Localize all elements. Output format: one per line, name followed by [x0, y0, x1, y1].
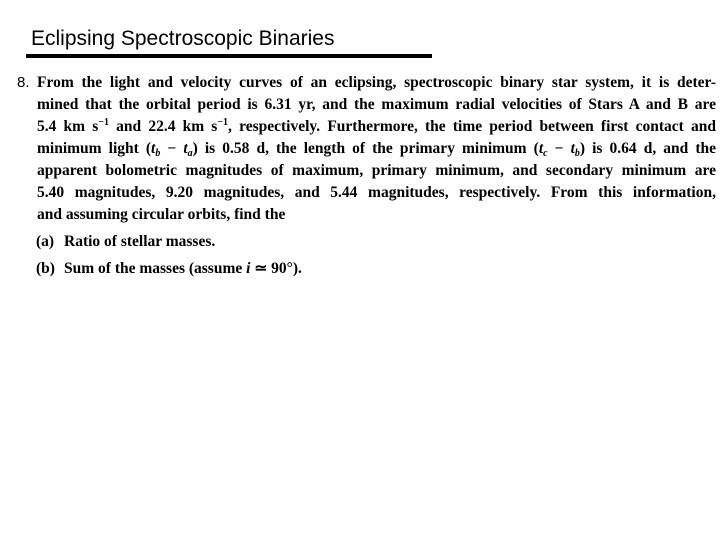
math-t-c: t — [538, 140, 544, 157]
math-t-b-2: t — [570, 140, 575, 157]
sub-b: b — [155, 148, 161, 159]
line-3-part-a: 5.4 km s — [37, 118, 99, 135]
part-b-var-i: i — [246, 260, 251, 277]
problem-line-3 — [37, 117, 716, 137]
part-b-letter: (b) — [36, 260, 55, 277]
problem-line-6: 5.40 magnitudes, 9.20 magnitudes, and 5.44 magnitudes, respectively. From this information, — [37, 184, 716, 201]
line-4-part-a: minimum light ( — [37, 140, 152, 157]
math-t-a: t — [183, 140, 188, 157]
minus-2: − — [547, 140, 571, 157]
part-a — [36, 232, 215, 252]
exponent-2: −1 — [217, 117, 229, 128]
exponent-1: −1 — [98, 117, 109, 128]
problem-line-7: and assuming circular orbits, find the — [37, 206, 286, 223]
problem-line-2: mined that the orbital period is 6.31 yr, and the maximum radial velocities of Stars A and B are — [37, 96, 716, 113]
part-b-text-pre: Sum of the masses (assume — [64, 260, 247, 277]
problem-line-4 — [37, 139, 716, 159]
title-underline — [26, 54, 432, 58]
part-b-text-post: ≃ 90°). — [250, 260, 302, 277]
line-3-part-c: , respectively. Furthermore, the time period between first contact and — [228, 118, 716, 135]
part-a-text: Ratio of stellar masses. — [64, 233, 216, 250]
line-3-part-b: and 22.4 km s — [116, 118, 218, 135]
problem-number: 8. — [17, 74, 30, 91]
sub-c: c — [543, 148, 548, 159]
line-4-part-b: ) is 0.58 d, the length of the primary minimum ( — [192, 140, 539, 157]
math-t-b: t — [151, 140, 156, 157]
line-4-part-c: ) is 0.64 d, and the — [579, 140, 716, 157]
problem-line-5: apparent bolometric magnitudes of maximum, primary minimum, and secondary minimum are — [37, 162, 716, 179]
minus-1: − — [160, 140, 184, 157]
problem-line-1: From the light and velocity curves of an eclipsing, spectroscopic binary star system, it is deter- — [37, 74, 716, 91]
part-b — [36, 259, 302, 279]
part-a-letter: (a) — [36, 233, 55, 250]
slide-title: Eclipsing Spectroscopic Binaries — [31, 27, 335, 50]
sub-a: a — [187, 148, 193, 159]
sub-b-2: b — [574, 148, 580, 159]
